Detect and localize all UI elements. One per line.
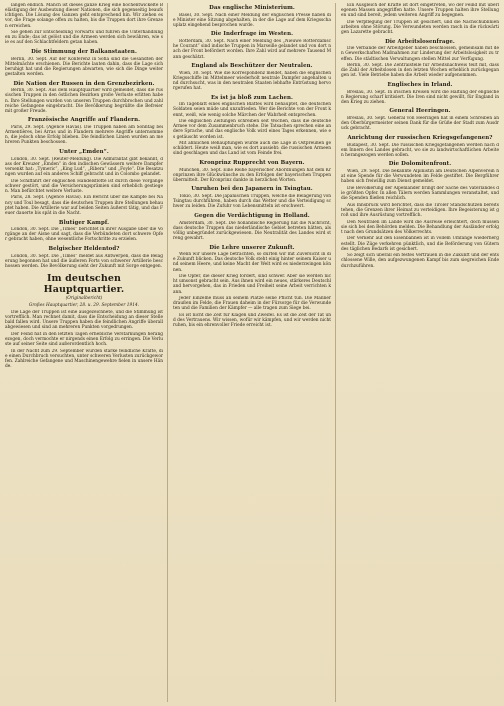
article-paragraph: Der Verkehr auf den Eisenbahnen ist in vollem Umfange wiederhergestellt. Die Züge verkehren pünktlich, und die Beförderung von Gütern des täglichen Bedarfs ist gesichert. <box>341 236 499 252</box>
article-paragraph: Mit ähnlichen Behauptungen wurde auch die Lage in Ostpreußen geschildert. Heute weiß man, wie es dort aussieht: die russischen Armeen sind geschlagen und das Land ist vom Feinde frei. <box>173 141 331 157</box>
article-headline: Die Nation der Russen in den Grenzbezirken. <box>13 80 155 87</box>
article-headline: England als Beschützer der Neutralen. <box>191 63 313 70</box>
article-paragraph: Wien, 29. Sept. Die bekannte Alpinistin am Deutschen Alpenverein hat eine Spende für die Verwundeten im Felde gestiftet. Die Bergführer haben sich freiwillig zum Dienst gemeldet. <box>341 168 499 185</box>
article-paragraph: Paris, 29. Sept. (Agence Havas). Die Truppen haben am Sonntag bei Armentières, bei Arras und in Flandern mehrere Angriffe unternommen, die jedoch ohne Erfolg blieben. Die feindlichen Linien wurden an mehreren Punkten beschossen. <box>5 125 163 146</box>
article-paragraph: London, 30. Sept. Die „Times“ berichtet in ihrer Ausgabe über die Vorgänge an der Aisne und sagt, dass die Verbündeten dort schwere Opfer gebracht haben, ohne wesentliche Fortschritte zu erzielen. <box>5 227 163 243</box>
article-paragraph: Berlin, 30. Sept. Die Zentralstelle für Arbeitsnachweis teilt mit, dass die Zahl der Arbeitslosen in den letzten Wochen erheblich zurückgegangen ist. Viele Betriebe haben die Arbeit wieder aufgenommen. <box>341 63 499 79</box>
article-paragraph: Rotterdam, 30. Sept. Nach einer Meldung des „Nieuwe Rotterdamsche Courant“ sind indische Truppen in Marseille gelandet und von dort nach der Front befördert worden. Ihre Zahl wird auf mehrere Tausend Mann geschätzt. <box>173 39 331 60</box>
article-headline: Die Inderfrage im Westen. <box>210 31 294 38</box>
article-paragraph: Es ist nicht die Zeit für Klagen und Zweifel. Es ist die Zeit der Tat und des Vertrauens. Wir wissen, wofür wir kämpfen, und wir werden nicht ruhen, bis ein ehrenvoller Friede erreicht ist. <box>173 313 331 329</box>
article-headline: Die Dolomitenfront. <box>388 161 452 168</box>
article-headline: Französische Angriffe auf Flandern. <box>27 117 141 124</box>
article-paragraph: Die Lage der Truppen ist eine ausgezeichnete, und die Stimmung ist vortrefflich. Man rechnet damit, dass die Entscheidung an dieser Stelle bald fallen wird. Unsere Truppen haben die feindlichen Angriffe überall abgewiesen und sind an mehreren Punkten vorgedrungen. <box>5 309 163 331</box>
article-paragraph: In der Nacht zum 29. September wurden starke feindliche Kräfte, die einen Durchbruch versuchten, unter schweren Verlusten zurückgeworfen. Zahlreiche Gefangene und Maschinengewehre fielen in unsere Hände. <box>5 348 163 370</box>
column-middle <box>173 3 336 702</box>
article-headline: Belgischer Heldentod? <box>48 245 120 252</box>
article-paragraph: Tokio, 30. Sept. Die japanischen Truppen, welche die Belagerung von Tsingtau durchführen, haben durch das Wetter und die Verteidigung schwer zu leiden. Die Zufuhr von Lebensmitteln ist erschwert. <box>173 194 331 210</box>
article-paragraph: Paris, 28. Sept. (Agence Havas). Ein Bericht über die Kämpfe bei Nancy und Toul besagt, dass die deutschen Truppen ihre Stellungen behauptet haben. Die Artillerie war auf beiden Seiten äußerst tätig, und das Feuer dauerte bis spät in die Nacht. <box>5 195 163 216</box>
article-paragraph: Berlin, 30. Sept. Aus dem Hauptquartier wird gemeldet, dass die russischen Truppen in den östlichen Bezirken große Verluste erlitten haben. Ihre Stellungen wurden von unseren Truppen durchbrochen und zahlreiche Gefangene eingebracht. Die Bevölkerung begrüßte die Befreier mit großer Freude. <box>5 88 163 114</box>
column-left <box>5 3 168 702</box>
article-paragraph: Ein Ausgleich der Kräfte ist dort eingetreten, wo der Feind mit überlegenen Massen angegriffen hatte. Unsere Truppen halten ihre Stellungen und sind bereit, jedem weiteren Angriff zu begegnen. <box>341 3 499 19</box>
article-paragraph: Die Opfer, die dieser Krieg fordert, sind schwer. Aber sie werden nicht umsonst gebracht sein. Aus ihnen wird ein neues, stärkeres Deutschland hervorgehen, das in Frieden und Freiheit seine Arbeit verrichten kann. <box>173 274 331 295</box>
section-headline: Im deutschen Hauptquartier. <box>43 273 125 296</box>
article-paragraph: London, 30. Sept. (Reuter-Meldung). Die Admiralität gibt bekannt, dass der Kreuzer „Emden“ in den indischen Gewässern weitere Dampfer versenkt hat: „Tymeric“, „King Lud“, „Ribera“ und „Foyle“. Die Besatzungen wurden auf ein anderes Schiff gebracht und in Colombo gelandet. <box>5 156 163 178</box>
article-paragraph: Die Verpflegung der Truppen ist gesichert, und die Nachschublinien arbeiten ohne Störung. Die Verwundeten werden rasch in die rückwärtigen Lazarette gebracht. <box>341 19 499 36</box>
article-paragraph: Die englischen Zeitungen schreiben seit Wochen, dass die deutsche Armee vor dem Zusammenbruch stehe. Die Tatsachen sprechen eine andere Sprache, und das englische Volk wird eines Tages erkennen, wie es getäuscht worden ist. <box>173 119 331 140</box>
article-headline: Anrichtung der russischen Kriegsgefangenen? <box>347 134 493 141</box>
article-paragraph: London, 30. Sept. Die „Times“ meldet aus Antwerpen, dass die Belagerung begonnen hat und die äußeren Forts von schwerer Artillerie beschossen werden. Die Bevölkerung sieht der Zukunft mit Sorge entgegen. <box>5 253 163 269</box>
article-headline: Gegen die Verdächtigung in Holland. <box>194 212 310 219</box>
article-headline: Die Stimmung der Balkanstaaten. <box>31 49 137 56</box>
article-paragraph: Die Verbände der Arbeitgeber haben beschlossen, gemeinsam mit den Gewerkschaften Maßnahmen zur Linderung der Arbeitslosigkeit zu treffen. Die städtischen Verwaltungen stellen Mittel zur Verfügung. <box>341 46 499 62</box>
article-headline: Das englische Ministerium. <box>209 5 295 11</box>
article-headline: Es ist ja bloß zum Lachen. <box>210 94 294 101</box>
article-paragraph: Berlin, 30. Sept. Auf der Konferenz in Sofia sind die Gesandten der Mittelmächte erschienen. Die Berichte lauten dahin, dass die Lage sich beruhigt hat und die Regierungen abwarten, wie sich die Dinge weiter gestalten werden. <box>5 56 163 78</box>
article-paragraph: Im Tageblatt eines englischen Blattes wird behauptet, die deutschen Soldaten seien müde und unzufrieden. Wer die Berichte von der Front kennt, weiß, wie wenig solche Märchen der Wahrheit entsprechen. <box>173 102 331 118</box>
article-paragraph: So zeigt sich überall ein festes Vertrauen in die Zukunft und der entschlossene Wille, den aufgezwungenen Kampf bis zum siegreichen Ende durchzuführen. <box>341 253 499 269</box>
article-paragraph: München, 30. Sept. Eine Reihe bayerischer Abordnungen hat dem Kronprinzen ihre Glückwünsche zu den Erfolgen der bayerischen Truppen übermittelt. Der Kronprinz dankte in herzlichen Worten. <box>173 167 331 183</box>
article-headline: General Heeringen. <box>389 108 451 115</box>
column-container <box>5 3 499 702</box>
article-paragraph: Wien, 30. Sept. Wie die Korrespondenz meldet, haben die englischen Kriegsschiffe im Mittelmeer wiederholt neutrale Dampfer angehalten und durchsucht, was in den neutralen Staaten lebhafte Entrüstung hervorgerufen hat. <box>173 70 331 92</box>
article-headline: Die Arbeitslosenfrage. <box>385 38 455 45</box>
article-paragraph: Basel, 30. Sept. Nach einer Meldung der englischen Presse haben die Minister eine Sitzung abgehalten, in der die Lage auf dem Kriegsschauplatz eingehend besprochen wurde. <box>173 12 331 28</box>
article-headline: Blutiger Kampf. <box>58 219 110 226</box>
article-paragraph: Die Bevölkerung der Alpenländer bringt der Sache des Vaterlandes die größten Opfer. In allen Tälern werden Sammlungen veranstaltet, und die Spenden fließen reichlich. <box>341 185 499 202</box>
article-paragraph: Sie gehen zur Entscheidung vorwärts und führen die Unterhandlungen zu Ende; das ist gelöst und die Armeen werden sich bewähren, wie sie es auf den Schlachtfeldern getan haben. <box>5 30 163 46</box>
column-right <box>341 3 499 702</box>
dateline: Großes Hauptquartier, 28. u. 29. September 1914. <box>28 303 140 309</box>
article-paragraph: langen endlich. Manch ist dieses ganze Krieg eine hochentwickelte Belästigung der Ausbeutung dieser Nationen, die sich gegenseitig beaufsichtigen. Die Lösung des Ganzen geht entsprechend hin. Wir ziehen es vor, die Frage solange offen zu halten, bis die Truppen dort ihre Grenzen erreichen. <box>5 3 163 29</box>
article-paragraph: Breslau, 30. Sept. In irischen Kreisen wird die Haltung der englischen Regierung scharf kritisiert. Die Iren sind nicht gewillt, für England in den Krieg zu ziehen. <box>341 89 499 105</box>
article-paragraph: Breslau, 30. Sept. General von Heeringen hat in einem Schreiben an den Oberbürgermeister seinen Dank für die Grüße der Stadt zum Ausdruck gebracht. <box>341 116 499 132</box>
article-headline: Die Lehre unserer Zukunft. <box>209 244 295 251</box>
article-headline: Unter „Emden“. <box>59 149 109 156</box>
article-paragraph: Wenn wir unsere Lage betrachten, so dürfen wir mit Zuversicht in die Zukunft blicken. Das deutsche Volk steht einig hinter seinem Kaiser und seinem Heere, und keine Macht der Welt wird es niederzwingen können. <box>173 252 331 273</box>
dateline: (Originalbericht) <box>65 296 103 302</box>
article-paragraph: Aus Innsbruck wird berichtet, dass die Tiroler Standschützen bereitstehen, die Grenzen ihrer Heimat zu verteidigen. Ihre Begeisterung ist groß und ihre Ausrüstung vortrefflich. <box>341 202 499 219</box>
article-headline: Kronprinz Rupprecht von Bayern. <box>199 160 305 166</box>
article-headline: Unruhen bei den Japanern in Tsingtau. <box>191 186 313 193</box>
article-paragraph: Die Schiffahrt der englischen Handelsflotte ist durch diese Vorgänge schwer gestört, und die Versicherungsprämien sind erheblich gestiegen. Man befürchtet weitere Verluste. <box>5 178 163 194</box>
article-paragraph: Budapest, 30. Sept. Die russischen Kriegsgefangenen werden nach dem Innern des Landes gebracht, wo sie zu landwirtschaftlichen Arbeiten herangezogen werden sollen. <box>341 142 499 158</box>
article-paragraph: Der Feind hat in den letzten Tagen erhebliche Verstärkungen herangezogen, doch vermochte er nirgends einen Erfolg zu erringen. Die Verluste auf seiner Seite sind außerordentlich hoch. <box>5 331 163 348</box>
article-paragraph: Amsterdam, 30. Sept. Die holländische Regierung hat die Nachricht, dass deutsche Truppen das niederländische Gebiet betreten hätten, als völlig unbegründet zurückgewiesen. Die Neutralität des Landes wird streng gewahrt. <box>173 220 331 241</box>
article-headline: Englisches in Irland. <box>387 82 453 89</box>
article-paragraph: Den Neutralen im Lande wird die Ausreise erleichtert, doch müssen sie sich bei den Behörden melden. Die Behandlung der Ausländer erfolgt nach den Grundsätzen des Völkerrechts. <box>341 219 499 235</box>
article-paragraph: Jeder Einzelne muss an seinem Platze seine Pflicht tun. Die Männer draußen im Felde, die Frauen daheim in der Fürsorge für die Verwundeten und die Familien der Kämpfer — alle tragen zum Siege bei. <box>173 296 331 312</box>
